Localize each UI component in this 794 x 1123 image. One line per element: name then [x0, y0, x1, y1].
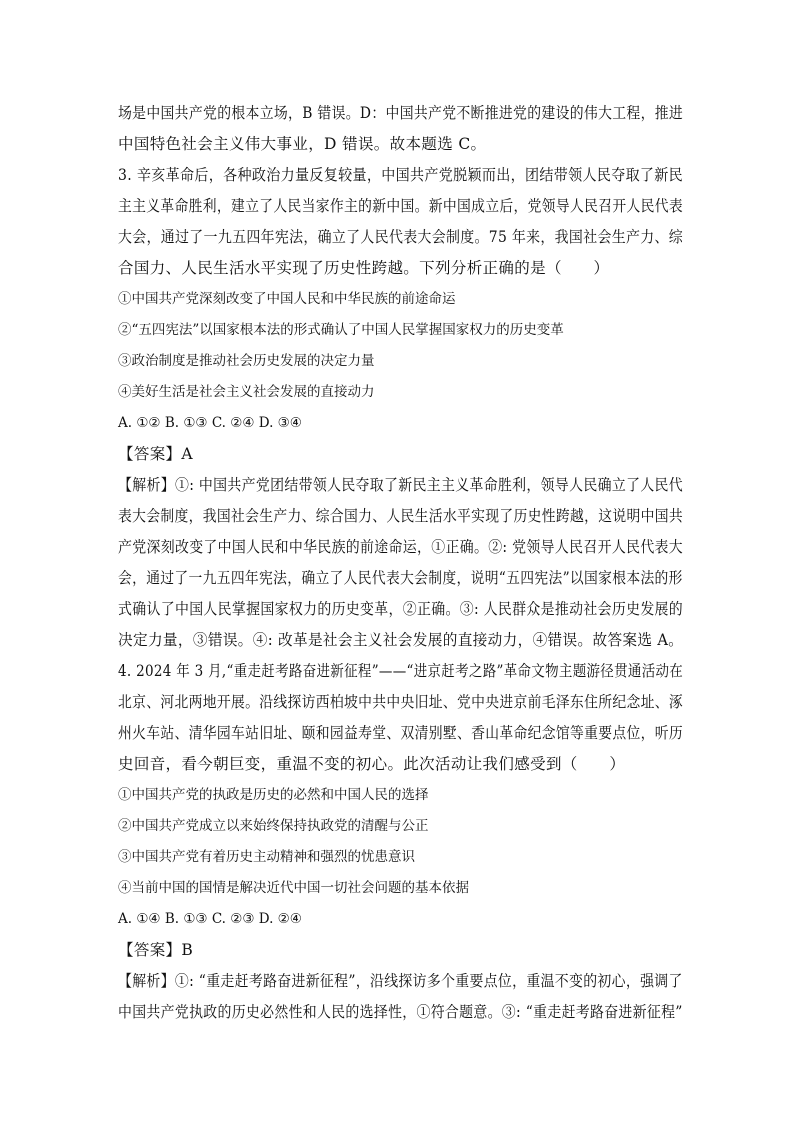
answer: 【答案】A [118, 445, 193, 463]
answer-choices: A. ①④ B. ①③ C. ②③ D. ②④ [118, 911, 302, 927]
question-4-stem: 4. 2024 年 3 月,“重走赶考路奋进新征程”——“进京赶考之路”革命文物主题游径贯通活动在 [118, 662, 684, 680]
statement-2: ②“五四宪法”以国家根本法的形式确认了中国人民掌握国家权力的历史变革 [118, 322, 564, 338]
text-line: 大会，通过了一九五四年宪法，确立了人民代表大会制度。75 年来，我国社会生产力、综 [118, 228, 684, 246]
statement-4: ④美好生活是社会主义社会发展的直接动力 [118, 384, 375, 400]
text-line: 场是中国共产党的根本立场，B 错误。D：中国共产党不断推进党的建设的伟大工程，推进 [118, 104, 684, 122]
text-line: 中国共产党执政的历史必然性和人民的选择性，①符合题意。③: “重走赶考路奋进新征程” [118, 1003, 683, 1021]
text-line: 合国力、人民生活水平实现了历史性跨越。下列分析正确的是（ ） [118, 259, 610, 277]
answer: 【答案】B [118, 941, 194, 959]
text-line: 式确认了中国人民掌握国家权力的历史变革，②正确。③: 人民群众是推动社会历史发展的 [118, 600, 684, 618]
statement-3: ③政治制度是推动社会历史发展的决定力量 [118, 353, 375, 369]
text-line: 会，通过了一九五四年宪法，确立了人民代表大会制度，说明“五四宪法”以国家根本法的形 [118, 569, 683, 587]
text-line: 史回音，看今朝巨变，重温不变的初心。此次活动让我们感受到（ ） [118, 755, 626, 773]
text-line: 决定力量，③错误。④: 改革是社会主义社会发展的直接动力，④错误。故答案选 A。 [118, 631, 684, 649]
statement-3: ③中国共产党有着历史主动精神和强烈的忧患意识 [118, 849, 415, 865]
statement-1: ①中国共产党的执政是历史的必然和中国人民的选择 [118, 787, 429, 803]
text-line: 北京、河北两地开展。沿线探访西柏坡中共中央旧址、党中央进京前毛泽东住所纪念址、涿 [118, 693, 684, 711]
text-line: 表大会制度，我国社会生产力、综合国力、人民生活水平实现了历史性跨越，这说明中国共 [118, 507, 684, 525]
text-line: 州火车站、清华园车站旧址、颐和园益寿堂、双清别墅、香山革命纪念馆等重要点位，听历 [118, 724, 684, 742]
text-line: 主主义革命胜利，建立了人民当家作主的新中国。新中国成立后，党领导人民召开人民代表 [118, 197, 684, 215]
analysis: 【解析】①: 中国共产党团结带领人民夺取了新民主主义革命胜利，领导人民确立了人民代 [118, 476, 684, 494]
text-line: 中国特色社会主义伟大事业，D 错误。故本题选 C。 [118, 135, 487, 153]
statement-4: ④当前中国的国情是解决近代中国一切社会问题的基本依据 [118, 880, 469, 896]
statement-2: ②中国共产党成立以来始终保持执政党的清醒与公正 [118, 818, 429, 834]
statement-1: ①中国共产党深刻改变了中国人民和中华民族的前途命运 [118, 291, 456, 307]
answer-choices: A. ①② B. ①③ C. ②④ D. ③④ [118, 415, 302, 431]
analysis: 【解析】①: “重走赶考路奋进新征程”，沿线探访多个重要点位，重温不变的初心，强调了 [118, 972, 683, 990]
question-3-stem: 3. 辛亥革命后，各种政治力量反复较量，中国共产党脱颖而出，团结带领人民夺取了新民 [118, 166, 684, 184]
text-line: 产党深刻改变了中国人民和中华民族的前途命运，①正确。②: 党领导人民召开人民代表大 [118, 538, 684, 556]
